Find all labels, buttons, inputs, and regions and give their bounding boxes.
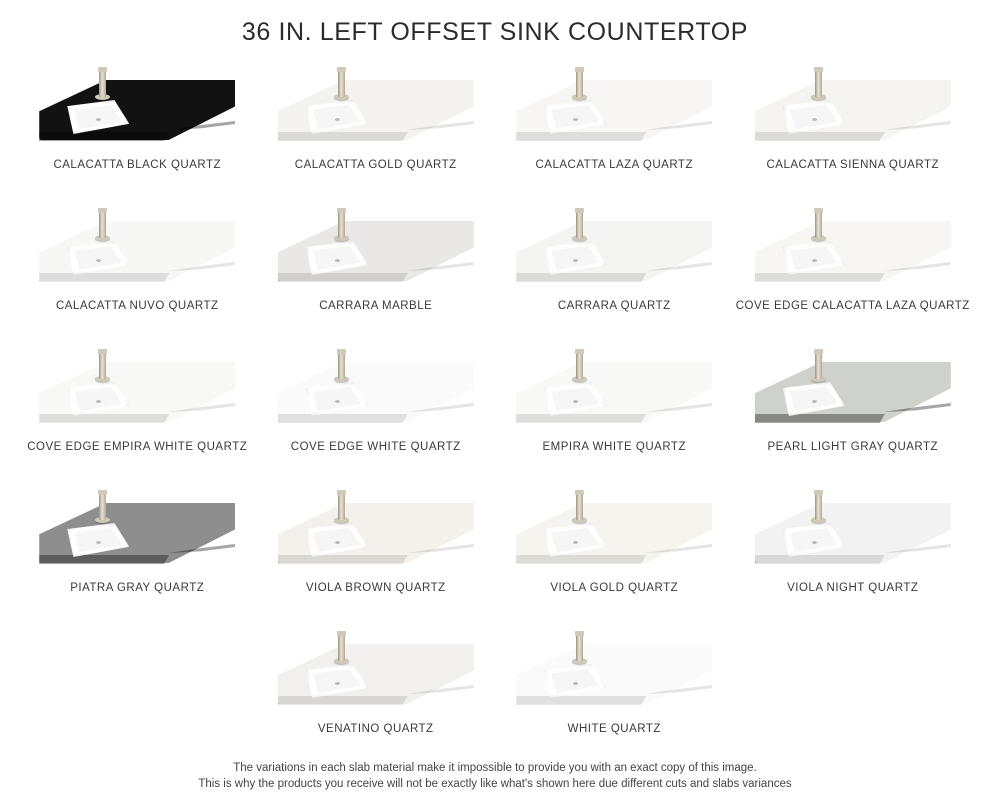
front-edge — [516, 273, 646, 282]
faucet-stem — [99, 212, 106, 238]
footer-line-1: The variations in each slab material make it impossible to provide you with an exact copy of this image. — [233, 762, 757, 774]
countertop-swatch[interactable] — [495, 55, 734, 196]
faucet-stem — [338, 494, 345, 520]
countertop-image — [499, 196, 729, 304]
swatch-label: CARRARA MARBLE — [319, 300, 433, 312]
front-edge — [516, 696, 646, 705]
countertop-swatch[interactable] — [257, 196, 496, 337]
countertop-image — [261, 478, 491, 586]
front-edge — [278, 132, 408, 141]
swatch-label: PEARL LIGHT GRAY QUARTZ — [767, 441, 939, 453]
faucet-stem — [338, 212, 345, 238]
countertop-image — [499, 55, 729, 163]
countertop-swatch[interactable] — [257, 55, 496, 196]
countertop-image — [499, 337, 729, 445]
countertop-image — [261, 337, 491, 445]
countertop-image — [738, 337, 968, 445]
sink-drain — [335, 682, 340, 685]
swatch-label: VIOLA BROWN QUARTZ — [305, 582, 446, 594]
sink-drain — [335, 541, 340, 544]
front-edge — [755, 132, 885, 141]
countertop-image — [261, 55, 491, 163]
faucet-cap — [575, 67, 584, 72]
swatch-label: VIOLA GOLD QUARTZ — [550, 582, 679, 594]
faucet-cap — [98, 67, 107, 72]
faucet-cap — [814, 490, 823, 495]
faucet-cap — [814, 349, 823, 354]
swatch-grid — [0, 55, 990, 760]
faucet-stem — [338, 353, 345, 379]
faucet-cap — [337, 67, 346, 72]
faucet-stem — [338, 635, 345, 661]
faucet-stem — [99, 353, 106, 379]
swatch-label: CALACATTA GOLD QUARTZ — [294, 159, 457, 171]
countertop-image — [22, 196, 252, 304]
faucet-stem — [338, 71, 345, 97]
countertop-swatch[interactable] — [495, 478, 734, 619]
faucet-stem — [815, 353, 822, 379]
countertop-image — [738, 478, 968, 586]
countertop-swatch[interactable] — [734, 55, 973, 196]
swatch-label: EMPIRA WHITE QUARTZ — [542, 441, 686, 453]
countertop-image — [738, 55, 968, 163]
faucet-stem — [815, 71, 822, 97]
swatch-label: WHITE QUARTZ — [567, 723, 661, 735]
countertop-swatch[interactable] — [257, 337, 496, 478]
swatch-label: COVE EDGE WHITE QUARTZ — [290, 441, 461, 453]
faucet-stem — [815, 212, 822, 238]
swatch-label: VIOLA NIGHT QUARTZ — [787, 582, 919, 594]
countertop-image — [261, 196, 491, 304]
countertop-swatch[interactable] — [18, 196, 257, 337]
countertop-swatch[interactable] — [18, 337, 257, 478]
countertop-swatch[interactable] — [257, 478, 496, 619]
sink-drain — [812, 118, 817, 121]
front-edge — [39, 555, 169, 564]
countertop-swatch[interactable] — [18, 478, 257, 619]
faucet-cap — [814, 67, 823, 72]
swatch-label: CARRARA QUARTZ — [557, 300, 671, 312]
countertop-swatch[interactable] — [495, 619, 734, 760]
sink-drain — [812, 259, 817, 262]
countertop-image — [261, 619, 491, 727]
front-edge — [278, 273, 408, 282]
faucet-cap — [98, 208, 107, 213]
swatch-label: VENATINO QUARTZ — [317, 723, 434, 735]
faucet-cap — [814, 208, 823, 213]
faucet-stem — [815, 494, 822, 520]
faucet-stem — [99, 71, 106, 97]
sink-drain — [812, 541, 817, 544]
faucet-cap — [575, 208, 584, 213]
sink-drain — [335, 259, 340, 262]
faucet-stem — [576, 635, 583, 661]
front-edge — [278, 696, 408, 705]
faucet-cap — [575, 631, 584, 636]
faucet-stem — [576, 71, 583, 97]
faucet-cap — [337, 349, 346, 354]
swatch-label: CALACATTA SIENNA QUARTZ — [766, 159, 940, 171]
faucet-cap — [98, 490, 107, 495]
countertop-image — [738, 196, 968, 304]
swatch-label: CALACATTA NUVO QUARTZ — [55, 300, 219, 312]
swatch-label: COVE EDGE EMPIRA WHITE QUARTZ — [27, 441, 248, 453]
faucet-cap — [575, 349, 584, 354]
countertop-image — [22, 478, 252, 586]
sink-drain — [812, 400, 817, 403]
countertop-image — [22, 337, 252, 445]
front-edge — [278, 555, 408, 564]
faucet-cap — [337, 631, 346, 636]
countertop-image — [499, 619, 729, 727]
countertop-swatch[interactable] — [495, 337, 734, 478]
footer-disclaimer — [0, 760, 990, 792]
swatch-label: CALACATTA BLACK QUARTZ — [53, 159, 222, 171]
sink-drain — [335, 118, 340, 121]
countertop-image — [22, 55, 252, 163]
footer-line-2: This is why the products you receive will not be exactly like what's shown here due different cuts and slabs variances — [198, 778, 792, 790]
swatch-label: CALACATTA LAZA QUARTZ — [535, 159, 693, 171]
faucet-cap — [98, 349, 107, 354]
countertop-swatch[interactable] — [734, 196, 973, 337]
front-edge — [516, 555, 646, 564]
front-edge — [755, 414, 885, 423]
faucet-cap — [337, 208, 346, 213]
countertop-image — [499, 478, 729, 586]
front-edge — [755, 273, 885, 282]
swatch-label: COVE EDGE CALACATTA LAZA QUARTZ — [735, 300, 970, 312]
swatch-label: PIATRA GRAY QUARTZ — [70, 582, 205, 594]
front-edge — [516, 414, 646, 423]
faucet-stem — [576, 353, 583, 379]
faucet-cap — [337, 490, 346, 495]
faucet-cap — [575, 490, 584, 495]
countertop-swatch[interactable] — [734, 478, 973, 619]
countertop-swatch[interactable] — [734, 337, 973, 478]
faucet-stem — [576, 494, 583, 520]
front-edge — [516, 132, 646, 141]
page-title: 36 IN. LEFT OFFSET SINK COUNTERTOP — [241, 18, 749, 46]
faucet-stem — [99, 494, 106, 520]
sink-drain — [335, 400, 340, 403]
countertop-swatch[interactable] — [495, 196, 734, 337]
faucet-stem — [576, 212, 583, 238]
front-edge — [755, 555, 885, 564]
front-edge — [39, 414, 169, 423]
front-edge — [39, 273, 169, 282]
front-edge — [278, 414, 408, 423]
countertop-swatch[interactable] — [18, 55, 257, 196]
front-edge — [39, 132, 169, 141]
countertop-swatch[interactable] — [257, 619, 496, 760]
